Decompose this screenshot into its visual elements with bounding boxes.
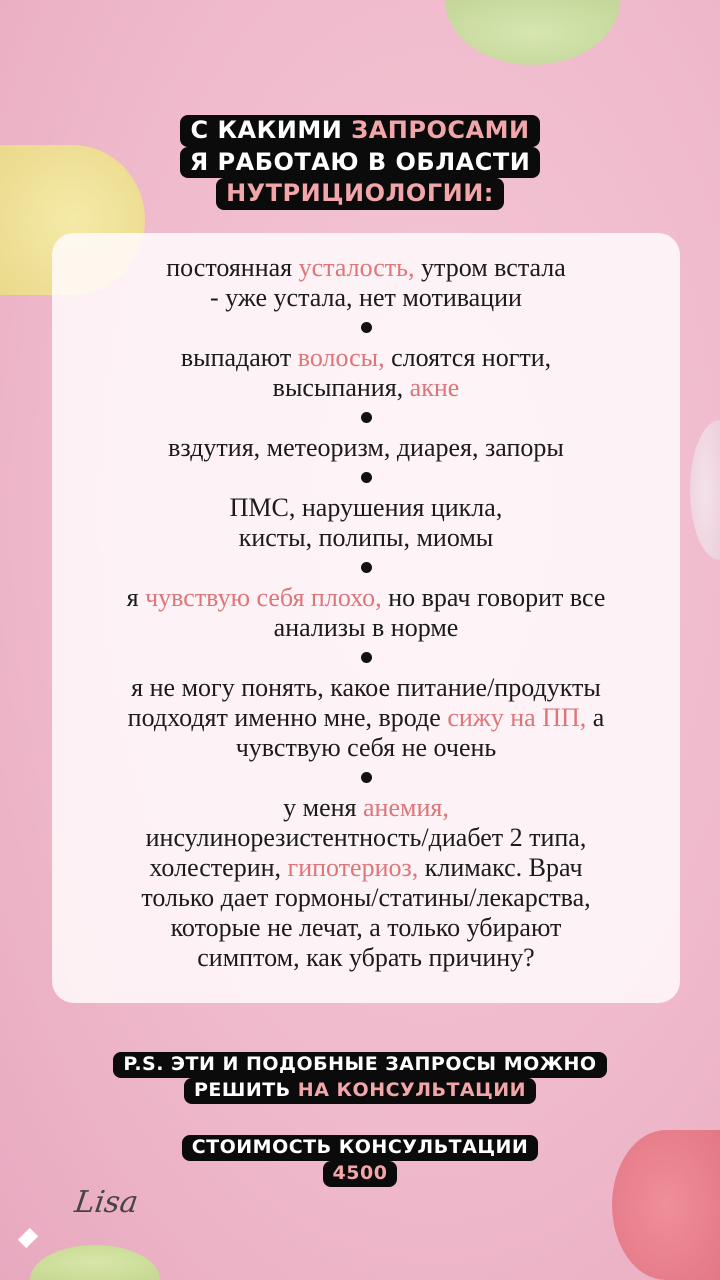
title-text: С КАКИМИ xyxy=(190,116,343,144)
request-line xyxy=(62,703,670,733)
bullet-dot xyxy=(361,652,372,663)
request-line xyxy=(62,283,670,313)
request-line xyxy=(62,613,670,643)
ps-text: РЕШИТЬ xyxy=(193,1078,291,1101)
request-text: - уже устала, нет мотивации xyxy=(210,283,522,312)
request-text: инсулинорезистентность/диабет 2 типа, xyxy=(145,823,587,852)
bullet-dot xyxy=(361,412,372,423)
request-text: постоянная xyxy=(166,253,299,282)
ps-block xyxy=(0,1052,720,1104)
signature: Lisa xyxy=(72,1185,141,1220)
price-block xyxy=(0,1135,720,1187)
request-text: а xyxy=(586,703,605,732)
request-text: я xyxy=(126,583,146,612)
request-text: холестерин, xyxy=(149,853,288,882)
highlight-text: волосы, xyxy=(297,343,385,372)
request-text: слоятся ногти, xyxy=(384,343,552,372)
request-line xyxy=(62,583,670,613)
request-line xyxy=(62,733,670,763)
ps-text: P.S. ЭТИ И ПОДОБНЫЕ ЗАПРОСЫ МОЖНО xyxy=(113,1052,606,1078)
request-item xyxy=(62,253,670,313)
request-text: симптом, как убрать причину? xyxy=(197,943,535,972)
requests-list xyxy=(62,253,670,973)
request-text: вздутия, метеоризм, диарея, запоры xyxy=(168,433,564,462)
request-line xyxy=(62,793,670,823)
request-line xyxy=(62,823,670,853)
title-text: Я РАБОТАЮ В ОБЛАСТИ xyxy=(180,147,541,179)
price-value: 4500 xyxy=(323,1161,398,1187)
request-text: чувствую себя не очень xyxy=(235,733,497,762)
request-text: но врач говорит все xyxy=(381,583,606,612)
request-item xyxy=(62,493,670,553)
request-text: кисты, полипы, миомы xyxy=(238,523,494,552)
request-line xyxy=(62,883,670,913)
request-line xyxy=(62,343,670,373)
title-block xyxy=(0,115,720,210)
title-highlight: НУТРИЦИОЛОГИИ: xyxy=(216,178,504,210)
highlight-text: акне xyxy=(409,373,460,402)
request-text: только дает гормоны/статины/лекарства, xyxy=(141,883,591,912)
request-text: у меня xyxy=(283,793,364,822)
macaron-decoration xyxy=(445,0,620,65)
request-line xyxy=(62,493,670,523)
request-text: подходят именно мне, вроде xyxy=(127,703,448,732)
bullet-dot xyxy=(361,562,372,573)
request-item xyxy=(62,433,670,463)
bullet-dot xyxy=(361,322,372,333)
request-text: климакс. Врач xyxy=(418,853,583,882)
request-text: ПМС, нарушения цикла, xyxy=(229,493,503,522)
highlight-text: анемия, xyxy=(363,793,449,822)
request-line xyxy=(62,253,670,283)
macaron-decoration xyxy=(690,420,720,560)
title-highlight: ЗАПРОСАМИ xyxy=(351,116,530,144)
diamond-icon xyxy=(18,1228,38,1248)
request-line xyxy=(62,433,670,463)
request-text: утром встала xyxy=(414,253,566,282)
highlight-text: чувствую себя плохо, xyxy=(145,583,382,612)
request-text: которые не лечат, а только убирают xyxy=(170,913,562,942)
ps-highlight: НА КОНСУЛЬТАЦИИ xyxy=(297,1078,527,1101)
request-text: я не могу понять, какое питание/продукты xyxy=(131,673,601,702)
request-line xyxy=(62,943,670,973)
request-line xyxy=(62,673,670,703)
request-item xyxy=(62,673,670,763)
request-line xyxy=(62,853,670,883)
requests-card xyxy=(52,233,680,1003)
request-item xyxy=(62,343,670,403)
macaron-decoration xyxy=(30,1245,160,1280)
request-text: высыпания, xyxy=(272,373,410,402)
request-item xyxy=(62,583,670,643)
request-line xyxy=(62,373,670,403)
request-line xyxy=(62,913,670,943)
request-line xyxy=(62,523,670,553)
highlight-text: гипотериоз, xyxy=(287,853,419,882)
bullet-dot xyxy=(361,472,372,483)
request-text: выпадают xyxy=(180,343,298,372)
price-label: СТОИМОСТЬ КОНСУЛЬТАЦИИ xyxy=(182,1135,539,1161)
bullet-dot xyxy=(361,772,372,783)
highlight-text: сижу на ПП, xyxy=(447,703,587,732)
request-text: анализы в норме xyxy=(273,613,459,642)
highlight-text: усталость, xyxy=(298,253,415,282)
request-item xyxy=(62,793,670,973)
